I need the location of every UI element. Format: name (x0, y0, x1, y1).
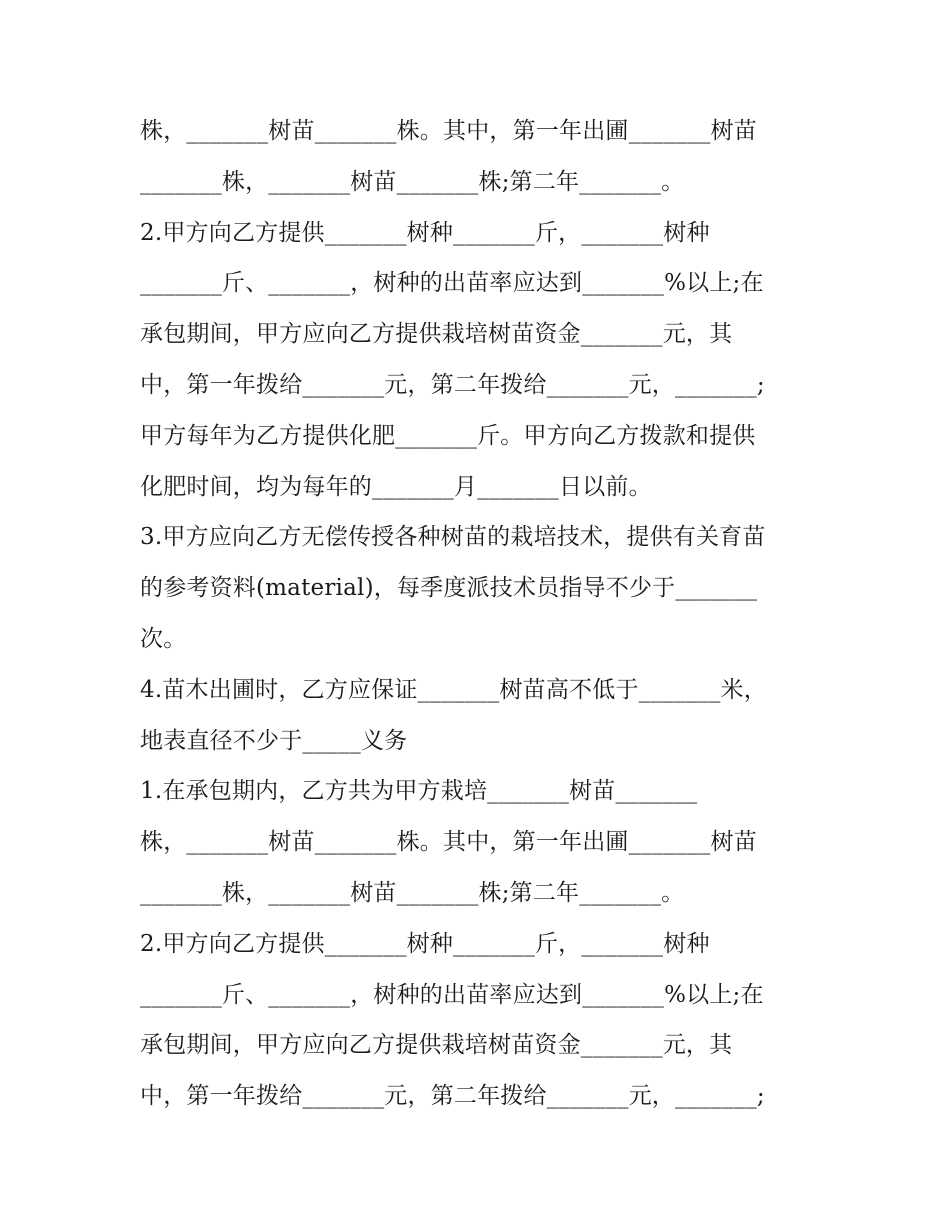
text-line: _______株，_______树苗_______株;第二年_______。 (140, 879, 685, 906)
text-line: 甲方每年为乙方提供化肥_______斤。甲方向乙方拨款和提供 (140, 422, 756, 449)
text-line: 承包期间，甲方应向乙方提供栽培树苗资金_______元，其 (140, 1032, 733, 1059)
text-line: 承包期间，甲方应向乙方提供栽培树苗资金_______元，其 (140, 321, 733, 348)
text-line: 地表直径不少于_____义务 (140, 727, 408, 754)
text-line: 的参考资料(material)，每季度派技术员指导不少于_______ (140, 575, 758, 602)
text-line: 1.在承包期内，乙方共为甲方栽培_______树苗_______ (140, 778, 698, 805)
text-line: 4.苗木出圃时，乙方应保证_______树苗高不低于_______米， (140, 676, 767, 703)
text-line: 2.甲方向乙方提供_______树种_______斤，_______树种 (140, 930, 710, 957)
text-line: 2.甲方向乙方提供_______树种_______斤，_______树种 (140, 219, 710, 246)
text-line: 3.甲方应向乙方无偿传授各种树苗的栽培技术，提供有关育苗 (140, 524, 766, 551)
text-line: _______株，_______树苗_______株;第二年_______。 (140, 168, 685, 195)
text-line: 中，第一年拨给_______元，第二年拨给_______元，_______; (140, 371, 765, 398)
text-line: _______斤、_______，树种的出苗率应达到_______%以上;在 (140, 270, 764, 297)
contract-text-body (140, 106, 820, 1122)
text-line: 化肥时间，均为每年的_______月_______日以前。 (140, 473, 652, 500)
text-line: 次。 (140, 625, 187, 652)
text-line: 株，_______树苗_______株。其中，第一年出圃_______树苗 (140, 829, 757, 856)
text-line: 株，_______树苗_______株。其中，第一年出圃_______树苗 (140, 118, 757, 144)
text-line: _______斤、_______，树种的出苗率应达到_______%以上;在 (140, 981, 764, 1008)
text-line: 中，第一年拨给_______元，第二年拨给_______元，_______; (140, 1083, 765, 1110)
